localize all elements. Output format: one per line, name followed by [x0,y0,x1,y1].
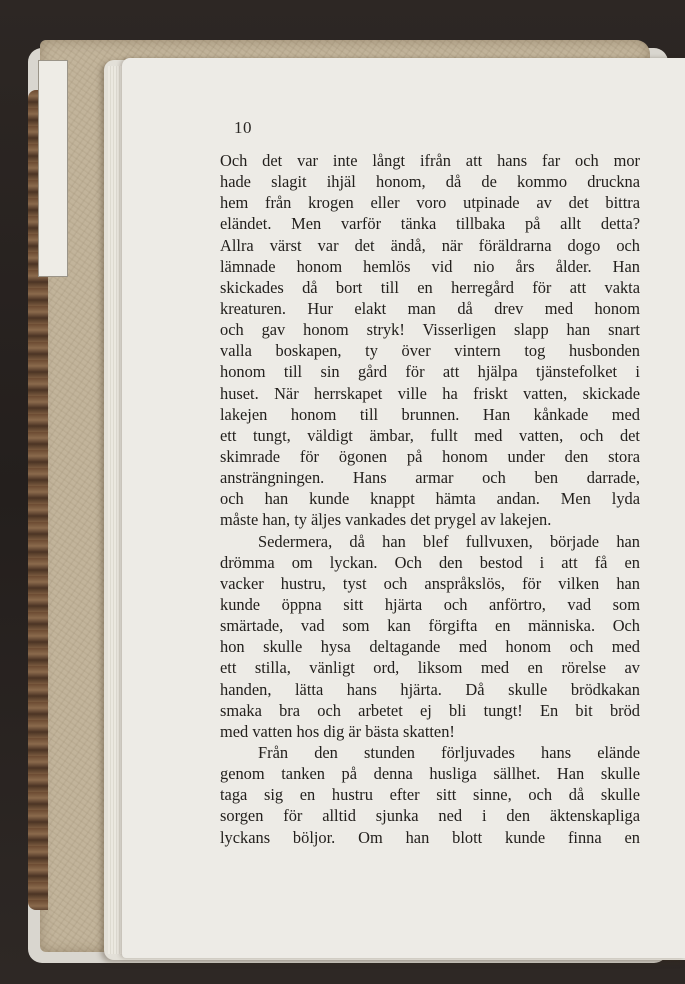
text-line: smärtade, vad som kan förgifta en människa. Och [220,616,640,636]
text-line: kunde öppna sitt hjärta och anförtro, vad som [220,594,640,614]
text-line: kreaturen. Hur elakt man då drev med honom [220,298,640,318]
text-line: Och det var inte långt ifrån att hans far och mor [220,151,640,170]
text-line: Från den stunden förljuvades hans elände [258,742,640,762]
text-line: huset. När herrskapet ville ha friskt vatten, skickade [220,383,640,403]
text-line: vacker hustru, tyst och anspråkslös, för vilken han [220,573,640,593]
text-line: honom till sin gård för att hjälpa tjänstefolket i [220,362,640,382]
text-line: lakejen honom till brunnen. Han kånkade med [220,404,640,424]
text-line: hon skulle hysa deltagande med honom och med [220,637,640,657]
text-line: hade slagit ihjäl honom, då de kommo druckna [220,172,640,192]
text-line: eländet. Men varför tänka tillbaka på allt detta? [220,214,640,234]
text-line: taga sig en hustru efter sitt sinne, och då skulle [220,785,640,805]
text-line: och gav honom stryk! Visserligen slapp han snart [220,320,640,340]
text-line: hem från krogen eller voro utpinade av det bittra [220,193,640,213]
text-line: handen, lätta hans hjärta. Då skulle brödkakan [220,679,640,699]
text-line: med vatten hos dig är bästa skatten! [220,721,455,741]
text-line: och han kunde knappt hämta andan. Men lyda [220,489,640,509]
text-line: genom tanken på denna husliga sällhet. Han skulle [220,764,640,784]
text-line: valla boskapen, ty över vintern tog husbonden [220,341,640,361]
text-line: skickades då bort till en herregård för att vakta [220,277,640,297]
endpaper [38,60,68,277]
text-line: ansträngningen. Hans armar och ben darrade, [220,468,640,488]
text-line: smaka bra och arbetet ej bli tungt! En bit bröd [220,700,640,720]
text-line: lämnade honom hemlös vid nio års ålder. Han [220,256,640,276]
text-line: måste han, ty äljes vankades det prygel av lakejen. [220,510,552,530]
page-number: 10 [234,118,252,137]
page-body-text [220,150,640,848]
text-line: ett stilla, vänligt ord, liksom med en rörelse av [220,658,640,678]
text-line: Allra värst var det ändå, när föräldrarna dogo och [220,235,640,255]
text-line: sorgen för alltid sjunka ned i den äktenskapliga [220,806,640,826]
text-line: skimrade för ögonen på honom under den stora [220,446,640,466]
text-line: drömma om lyckan. Och den bestod i att få en [220,552,640,572]
text-line: ett tungt, väldigt ämbar, fullt med vatten, och det [220,425,640,445]
text-line: Sedermera, då han blef fullvuxen, började han [258,531,640,551]
text-line: lyckans böljor. Om han blott kunde finna en [220,827,640,847]
